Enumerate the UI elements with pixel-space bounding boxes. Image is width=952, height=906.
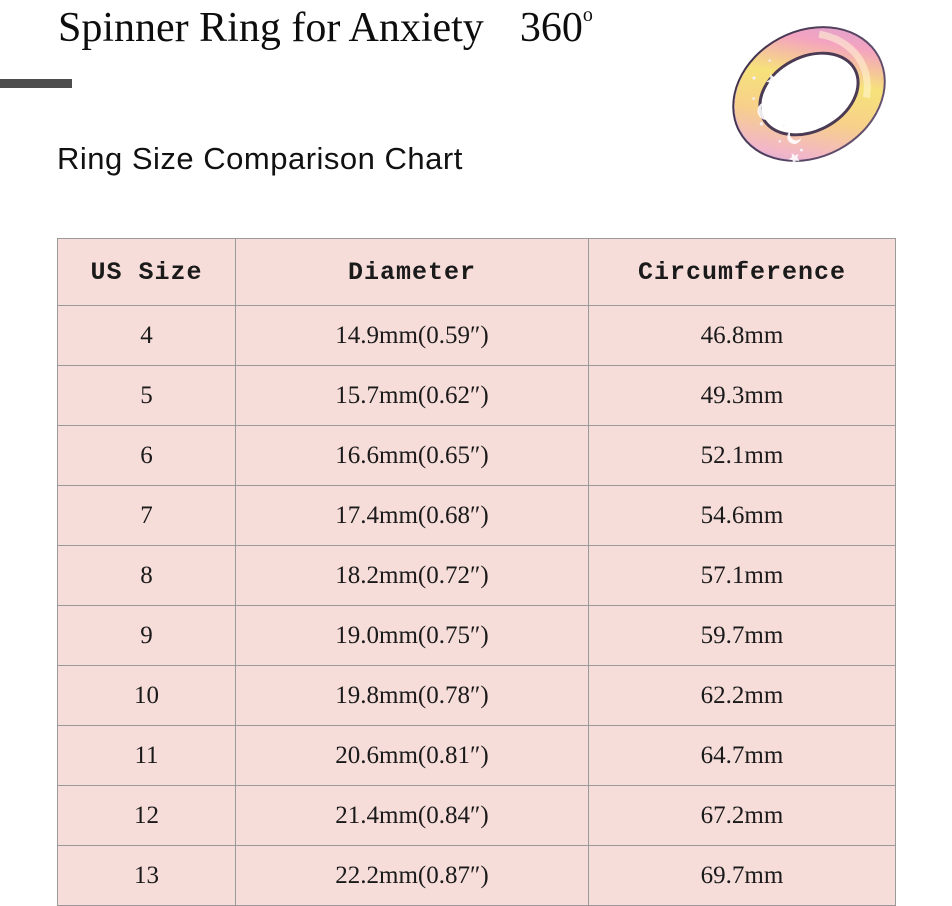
cell-us-size: 5 — [58, 366, 236, 426]
cell-us-size: 7 — [58, 486, 236, 546]
cell-diameter: 22.2mm(0.87″) — [236, 846, 589, 906]
table-row — [58, 846, 896, 906]
header-title-row — [58, 2, 593, 54]
cell-diameter: 19.0mm(0.75″) — [236, 606, 589, 666]
cell-diameter: 14.9mm(0.59″) — [236, 306, 589, 366]
cell-diameter: 21.4mm(0.84″) — [236, 786, 589, 846]
cell-us-size: 11 — [58, 726, 236, 786]
column-header-us-size: US Size — [58, 239, 236, 306]
cell-us-size: 9 — [58, 606, 236, 666]
table-row — [58, 486, 896, 546]
cell-circumference: 62.2mm — [589, 666, 896, 726]
cell-circumference: 69.7mm — [589, 846, 896, 906]
column-header-diameter: Diameter — [236, 239, 589, 306]
page-title: Spinner Ring for Anxiety — [58, 5, 484, 51]
table-header-row — [58, 239, 896, 306]
degree-symbol: o — [582, 4, 593, 26]
cell-circumference: 49.3mm — [589, 366, 896, 426]
degree-badge — [520, 2, 593, 54]
spinner-ring-image — [706, 6, 912, 182]
cell-circumference: 46.8mm — [589, 306, 896, 366]
cell-us-size: 4 — [58, 306, 236, 366]
column-header-circumference: Circumference — [589, 239, 896, 306]
table-row — [58, 306, 896, 366]
table-row — [58, 366, 896, 426]
cell-diameter: 17.4mm(0.68″) — [236, 486, 589, 546]
cell-us-size: 6 — [58, 426, 236, 486]
degree-number: 360 — [519, 5, 583, 51]
cell-circumference: 57.1mm — [589, 546, 896, 606]
section-subtitle: Ring Size Comparison Chart — [57, 141, 463, 176]
cell-diameter: 16.6mm(0.65″) — [236, 426, 589, 486]
cell-diameter: 19.8mm(0.78″) — [236, 666, 589, 726]
cell-us-size: 10 — [58, 666, 236, 726]
cell-circumference: 59.7mm — [589, 606, 896, 666]
cell-diameter: 18.2mm(0.72″) — [236, 546, 589, 606]
table-row — [58, 666, 896, 726]
table-row — [58, 786, 896, 846]
ring-size-table — [57, 238, 896, 906]
cell-us-size: 13 — [58, 846, 236, 906]
table-row — [58, 606, 896, 666]
cell-diameter: 15.7mm(0.62″) — [236, 366, 589, 426]
table-row — [58, 546, 896, 606]
table-row — [58, 726, 896, 786]
accent-bar — [0, 79, 72, 88]
table-row — [58, 426, 896, 486]
cell-us-size: 12 — [58, 786, 236, 846]
cell-circumference: 67.2mm — [589, 786, 896, 846]
cell-circumference: 64.7mm — [589, 726, 896, 786]
cell-diameter: 20.6mm(0.81″) — [236, 726, 589, 786]
cell-circumference: 54.6mm — [589, 486, 896, 546]
cell-us-size: 8 — [58, 546, 236, 606]
cell-circumference: 52.1mm — [589, 426, 896, 486]
